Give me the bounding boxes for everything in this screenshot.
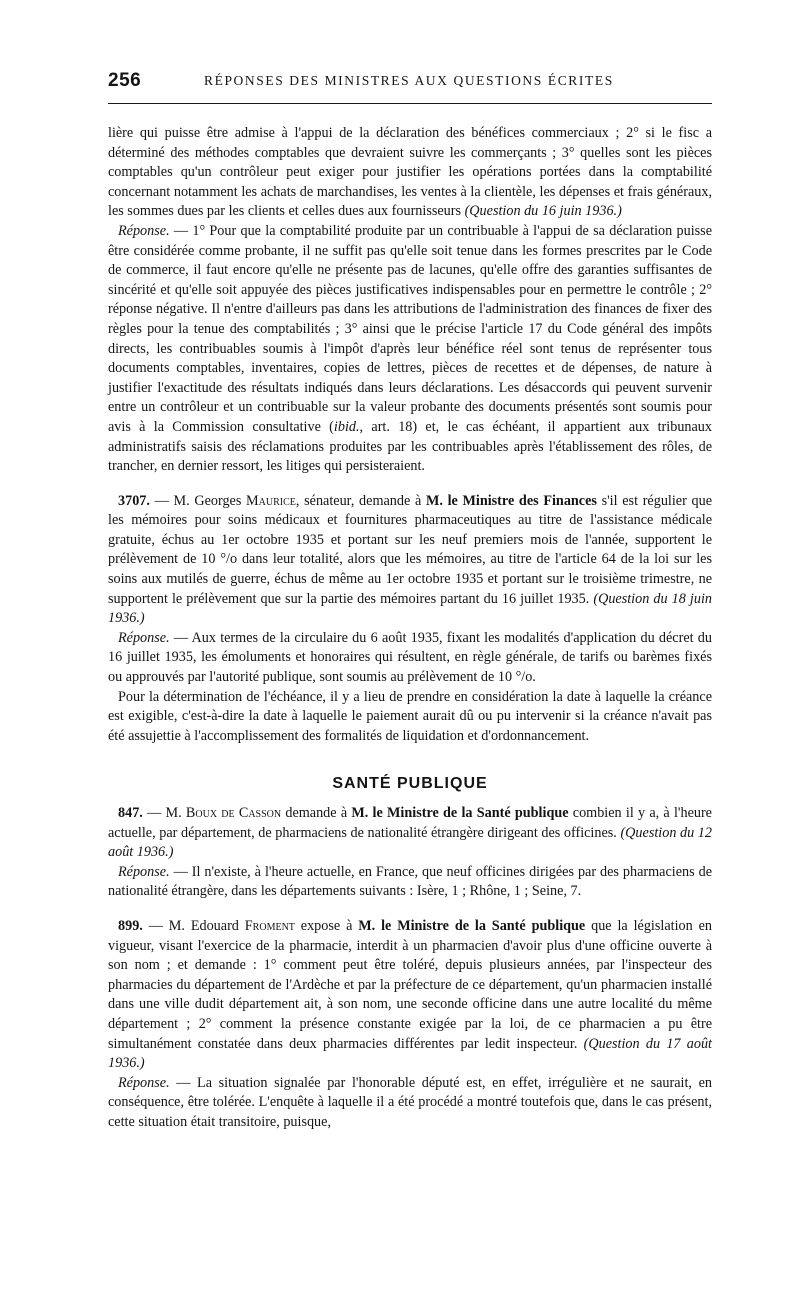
section-heading: SANTÉ PUBLIQUE	[332, 775, 488, 793]
question-addressee: M. le Ministre de la Santé publique	[358, 917, 586, 934]
page-header	[108, 70, 712, 96]
question-role: demande à	[281, 805, 352, 821]
question-3707	[108, 492, 712, 629]
answer-text: — Il n'existe, à l'heure actuelle, en France, que neuf officines dirigées par des pharmaciens de nationalité étrangère, dans les départements suivants : Isère, 1 ; Rhône, 1 ; Seine, 7.	[108, 863, 712, 900]
question-addressee: M. le Ministre de la Santé publique	[351, 805, 569, 821]
answer-label: Réponse.	[118, 222, 170, 239]
question-text: que la législation en vigueur, visant l'exercice de la pharmacie, interdit à un pharmacien d'avoir plus d'une officine ouverte à son nom ; et demande : 1° comment peut être toléré, depuis plusieurs années, par l'inspecteur des pharmacies du département de l'Ardèche et par la préfecture de ce département, qu'un pharmacien installé dans une ville dudit département ait, à son nom, une seconde officine dans une autre localité du même département ; 2° comment la présence constante exigée par la loi, de ce pharmacien a pu être simultanément constatée dans deux pharmacies différentes par ledit inspecteur.	[108, 917, 712, 1052]
answer-text: — La situation signalée par l'honorable député est, en effet, irrégulière et ne saurait, en conséquence, être tolérée. L'enquête à laquelle il a été procédé a montré toutefois que, dans le cas présent, cette situation était transitoire, puisque,	[108, 1074, 712, 1130]
page-content	[108, 124, 712, 1133]
question-number: 3707.	[118, 492, 150, 509]
question-role: , sénateur, demande à	[295, 492, 426, 509]
answer-899	[108, 1074, 712, 1133]
question-intro: — M. Edouard	[142, 917, 245, 934]
question-author: Boux de Casson	[185, 805, 282, 821]
question-intro: — M. Georges	[149, 492, 247, 509]
answer-3707-continued	[108, 688, 712, 747]
page-number: 256	[108, 70, 142, 91]
question-date: (Question du 16 juin 1936.)	[464, 203, 622, 220]
answer-text: — 1° Pour que la comptabilité produite par un contribuable à l'appui de sa déclaration puisse être considérée comme probante, il ne suffit pas qu'elle soit tenue dans les formes prescrites par le Code de commerce, il faut encore qu'elle ne présente pas de lacunes, qu'elle offre des garanties suffisantes de sincérité et qu'elle soit appuyée des pièces justificatives indispensables pour en permettre le contrôle ; 2° réponse négative. Il n'entre d'ailleurs pas dans les attributions de l'administration des finances de fixer des règles pour la tenue des comptabilités ; 3° ainsi que le précise l'article 17 du Code général des impôts directs, les contribuables soumis à l'impôt d'après leur bénéfice réel sont tenus de représenter tous documents comptables, inventaires, copies de lettres, pièces de recettes et de dépenses, de nature à justifier l'exactitude des résultats indiqués dans leurs déclarations. Les désaccords qui peuvent survenir entre un contrôleur et un contribuable sur la valeur probante des documents présentés sont soumis pour avis à la Commission consultative (	[108, 222, 712, 435]
header-divider	[108, 103, 712, 104]
answer-ibid: ibid.	[333, 418, 360, 435]
question-899	[108, 917, 712, 1074]
question-date: (Question du 17 août 1936.)	[108, 1035, 712, 1072]
answer-847	[108, 863, 712, 902]
question-addressee: M. le Ministre des Finances	[425, 492, 597, 509]
question-intro: — M.	[142, 805, 186, 821]
question-number: 847.	[118, 805, 143, 821]
question-continuation	[108, 124, 712, 222]
question-date: (Question du 12 août 1936.)	[108, 824, 712, 861]
question-number: 899.	[118, 917, 143, 934]
answer-label: Réponse.	[118, 629, 170, 646]
running-title: RÉPONSES DES MINISTRES AUX QUESTIONS ÉCRITES	[204, 73, 614, 88]
question-847	[108, 804, 712, 863]
answer-text: Pour la détermination de l'échéance, il y a lieu de prendre en considération la date à laquelle la créance est exigible, c'est-à-dire la date à laquelle le paiement aurait dû ou pu intervenir si la créance n'avait pas été assujettie à l'accomplissement des formalités de liquidation et d'ordonnancement.	[108, 688, 712, 744]
question-text: s'il est régulier que les mémoires pour soins médicaux et fournitures pharmaceutiques au titre de l'assistance médicale gratuite, échus au 1er octobre 1935 et portant sur les neuf premiers mois de l'année, supportent le prélèvement de 10 °/o dans leur totalité, alors que les mémoires, au titre de l'article 64 de la loi sur les soins aux mutilés de guerre, échus de même au 1er octobre 1935 et portant sur le troisième trimestre, ne supportent le prélèvement que sur la partie des mémoires partant du 16 juillet 1935.	[108, 492, 712, 607]
question-author: Maurice	[246, 492, 296, 509]
answer-label: Réponse.	[118, 863, 170, 880]
question-author: Froment	[244, 917, 295, 934]
answer-3707	[108, 629, 712, 688]
question-text: lière qui puisse être admise à l'appui de la déclaration des bénéfices commerciaux ; 2° si le fisc a déterminé des méthodes comptables que devraient suivre les commerçants ; 3° quelles sont les pièces comptables qu'un contrôleur peut exiger pour justifier les opérations portées dans la comptabilité concernant notamment les achats de marchandises, les ventes à la clientèle, les dépenses et frais généraux, les sommes dues par les clients et celles dues aux fournisseurs	[108, 125, 712, 220]
answer-text-end: , art. 18) et, le cas échéant, il appartient aux tribunaux administratifs saisis des réclamations produites par les contribuables après l'établissement des rôles, de trancher, en dernier ressort, les litiges qui persisteraient.	[108, 418, 712, 475]
answer-text: — Aux termes de la circulaire du 6 août 1935, fixant les modalités d'application du décret du 16 juillet 1935, les émoluments et honoraires qui résultent, en règle générale, de tarifs ou barèmes fixés ou approuvés par l'autorité publique, sont soumis au prélèvement de 10 °/o.	[108, 629, 712, 686]
question-role: expose à	[294, 917, 359, 934]
question-text: combien il y a, à l'heure actuelle, par département, de pharmaciens de nationalité étrangère dirigeant des officines.	[108, 805, 712, 841]
answer-paragraph	[108, 222, 712, 477]
answer-label: Réponse.	[118, 1074, 170, 1091]
question-date: (Question du 18 juin 1936.)	[108, 590, 712, 627]
